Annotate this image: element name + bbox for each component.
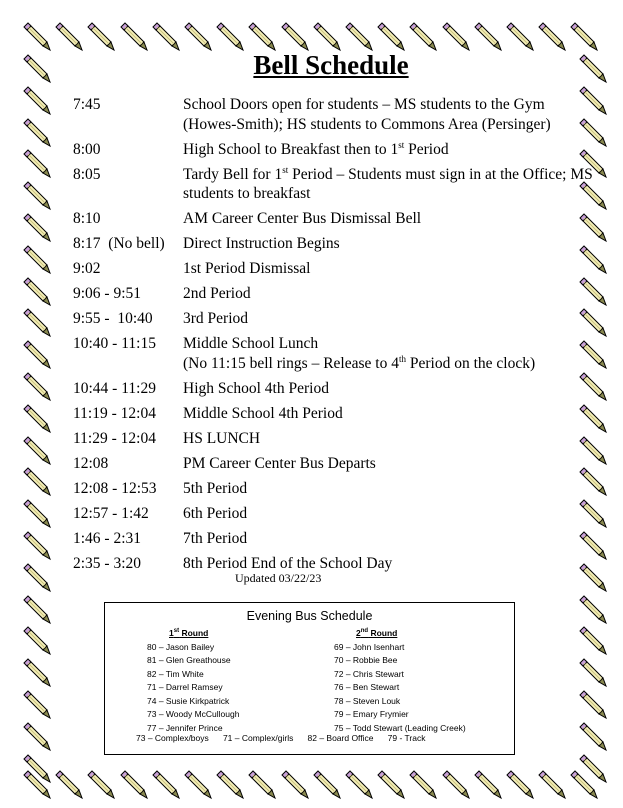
pencil-icon bbox=[22, 436, 52, 466]
pencil-icon bbox=[344, 770, 374, 800]
schedule-description: Middle School 4th Period bbox=[183, 404, 343, 422]
schedule-row bbox=[73, 554, 593, 574]
pencil-icon bbox=[22, 722, 52, 752]
pencil-icon bbox=[22, 499, 52, 529]
pencil-icon bbox=[473, 22, 503, 52]
pencil-icon bbox=[344, 22, 374, 52]
pencil-icon bbox=[22, 181, 52, 211]
schedule-time: 2:35 - 3:20 bbox=[73, 554, 142, 572]
pencil-icon bbox=[578, 595, 608, 625]
bus-route-item: 70 – Robbie Bee bbox=[334, 655, 398, 665]
bus-route-item: 78 – Steven Louk bbox=[334, 695, 401, 706]
pencil-icon bbox=[215, 770, 245, 800]
pencil-icon bbox=[86, 770, 116, 800]
schedule-row bbox=[73, 454, 593, 474]
schedule-row bbox=[73, 379, 593, 399]
pencil-icon bbox=[280, 770, 310, 800]
schedule-time: 9:02 bbox=[73, 260, 101, 277]
schedule-row bbox=[73, 309, 593, 329]
pencil-icon bbox=[578, 690, 608, 720]
pencil-icon bbox=[441, 770, 471, 800]
schedule-time: 10:40 - 11:15 bbox=[73, 335, 156, 352]
pencil-icon bbox=[408, 770, 438, 800]
schedule-time: 8:00 bbox=[73, 140, 101, 158]
pencil-icon bbox=[22, 372, 52, 402]
schedule-description: 5th Period bbox=[183, 479, 248, 497]
pencil-icon bbox=[376, 770, 406, 800]
pencil-icon bbox=[247, 22, 277, 52]
page-title: Bell Schedule bbox=[253, 50, 409, 80]
pencil-icon bbox=[578, 658, 608, 688]
bus-route-item: 80 – Jason Bailey bbox=[147, 641, 215, 652]
pencil-icon bbox=[22, 340, 52, 370]
schedule-row bbox=[73, 140, 593, 160]
evening-bus-schedule bbox=[104, 602, 515, 755]
schedule-description: High School 4th Period bbox=[183, 379, 329, 397]
pencil-icon bbox=[183, 770, 213, 800]
pencil-icon bbox=[22, 277, 52, 307]
bus-route-item: 76 – Ben Stewart bbox=[334, 682, 400, 692]
schedule-time: 11:29 - 12:04 bbox=[73, 429, 156, 447]
bus-route-item: 75 – Todd Stewart (Leading Creek) bbox=[334, 722, 466, 733]
pencil-icon bbox=[312, 770, 342, 800]
pencil-icon bbox=[215, 22, 245, 52]
pencil-icon bbox=[22, 404, 52, 434]
pencil-icon bbox=[22, 245, 52, 275]
second-round-heading: 2nd Round bbox=[356, 628, 398, 638]
schedule-description: 3rd Period bbox=[183, 310, 249, 327]
bus-route-item: 73 – Woody McCullough bbox=[147, 709, 240, 719]
pencil-icon bbox=[119, 770, 149, 800]
pencil-icon bbox=[578, 754, 608, 784]
schedule-time: 8:05 bbox=[73, 165, 101, 183]
schedule-time: 12:57 - 1:42 bbox=[73, 504, 149, 522]
schedule-row bbox=[73, 259, 593, 279]
pencil-icon bbox=[312, 22, 342, 52]
pencil-icon bbox=[22, 308, 52, 338]
pencil-icon bbox=[151, 22, 181, 52]
pencil-icon bbox=[22, 658, 52, 688]
schedule-list bbox=[73, 95, 593, 579]
schedule-description: High School to Breakfast then to 1st Period bbox=[183, 139, 449, 158]
pencil-icon bbox=[537, 770, 567, 800]
schedule-description: AM Career Center Bus Dismissal Bell bbox=[183, 210, 422, 227]
footer-item: 73 – Complex/boys bbox=[136, 733, 209, 743]
schedule-description: 8th Period End of the School Day bbox=[183, 554, 393, 572]
schedule-description: HS LUNCH bbox=[183, 429, 261, 447]
pencil-icon bbox=[376, 22, 406, 52]
schedule-description: Middle School Lunch (No 11:15 bell rings – Release to 4th Period on the clock) bbox=[183, 335, 536, 372]
pencil-icon bbox=[280, 22, 310, 52]
schedule-description: 2nd Period bbox=[183, 285, 251, 302]
pencil-icon bbox=[22, 563, 52, 593]
pencil-icon bbox=[22, 626, 52, 656]
schedule-description: 1st Period Dismissal bbox=[183, 260, 311, 277]
pencil-icon bbox=[86, 22, 116, 52]
schedule-time: 1:46 - 2:31 bbox=[73, 529, 142, 547]
bus-route-item: 79 – Emary Frymier bbox=[334, 709, 409, 719]
schedule-time: 12:08 bbox=[73, 454, 109, 472]
pencil-icon bbox=[537, 22, 567, 52]
schedule-time: 7:45 bbox=[73, 96, 101, 113]
footer-item: 82 – Board Office bbox=[307, 733, 374, 743]
schedule-row bbox=[73, 504, 593, 524]
pencil-icon bbox=[578, 626, 608, 656]
first-round-list bbox=[147, 627, 239, 735]
pencil-icon bbox=[22, 467, 52, 497]
schedule-row bbox=[73, 284, 593, 304]
schedule-time: 12:08 - 12:53 bbox=[73, 479, 157, 497]
pencil-icon bbox=[22, 86, 52, 116]
updated-date: Updated 03/22/23 bbox=[235, 571, 322, 585]
schedule-row bbox=[73, 165, 593, 204]
schedule-time: 11:19 - 12:04 bbox=[73, 404, 156, 422]
bus-route-item: 69 – John Isenhart bbox=[334, 641, 405, 652]
schedule-row bbox=[73, 95, 593, 134]
pencil-icon bbox=[22, 149, 52, 179]
bus-route-item: 82 – Tim White bbox=[147, 668, 204, 679]
schedule-description: 7th Period bbox=[183, 529, 248, 547]
bus-schedule-title: Evening Bus Schedule bbox=[246, 609, 373, 623]
schedule-row bbox=[73, 334, 593, 373]
schedule-row bbox=[73, 529, 593, 549]
pencil-icon bbox=[22, 118, 52, 148]
footer-item: 79 - Track bbox=[387, 733, 426, 743]
pencil-icon bbox=[54, 770, 84, 800]
pencil-icon bbox=[441, 22, 471, 52]
pencil-icon bbox=[22, 213, 52, 243]
pencil-icon bbox=[183, 22, 213, 52]
pencil-icon bbox=[151, 770, 181, 800]
schedule-time: 9:06 - 9:51 bbox=[73, 285, 142, 302]
pencil-icon bbox=[247, 770, 277, 800]
schedule-row bbox=[73, 429, 593, 449]
bus-footer bbox=[136, 733, 425, 743]
pencil-icon bbox=[22, 690, 52, 720]
schedule-time: 10:44 - 11:29 bbox=[73, 379, 156, 397]
pencil-icon bbox=[22, 22, 52, 52]
pencil-icon bbox=[54, 22, 84, 52]
schedule-description: 6th Period bbox=[183, 504, 248, 522]
schedule-row bbox=[73, 209, 593, 229]
pencil-icon bbox=[473, 770, 503, 800]
pencil-icon bbox=[22, 595, 52, 625]
pencil-icon bbox=[578, 722, 608, 752]
pencil-icon bbox=[569, 22, 599, 52]
schedule-row bbox=[73, 234, 593, 254]
schedule-row bbox=[73, 479, 593, 499]
pencil-icon bbox=[505, 22, 535, 52]
pencil-icon bbox=[408, 22, 438, 52]
first-round-heading: 1st Round bbox=[169, 628, 209, 638]
pencil-icon bbox=[22, 531, 52, 561]
schedule-description: Tardy Bell for 1st Period – Students must sign in at the Office; MS students to breakfast bbox=[183, 164, 593, 202]
schedule-row bbox=[73, 404, 593, 424]
schedule-description: School Doors open for students – MS students to the Gym (Howes-Smith); HS students to Commons Area (Persinger) bbox=[183, 96, 551, 133]
bus-route-item: 77 – Jennifer Prince bbox=[147, 722, 223, 733]
schedule-time: 8:17 (No bell) bbox=[73, 235, 165, 252]
bus-route-item: 72 – Chris Stewart bbox=[334, 668, 404, 679]
pencil-icon bbox=[119, 22, 149, 52]
bus-route-item: 74 – Susie Kirkpatrick bbox=[147, 695, 230, 706]
bus-route-item: 81 – Glen Greathouse bbox=[147, 655, 231, 665]
footer-item: 71 – Complex/girls bbox=[222, 733, 294, 743]
pencil-icon bbox=[505, 770, 535, 800]
bus-route-item: 71 – Darrel Ramsey bbox=[147, 682, 223, 692]
schedule-time: 8:10 bbox=[73, 210, 101, 227]
schedule-description: PM Career Center Bus Departs bbox=[183, 454, 376, 472]
schedule-description: Direct Instruction Begins bbox=[183, 235, 340, 252]
pencil-icon bbox=[22, 754, 52, 784]
second-round-list bbox=[334, 627, 466, 735]
schedule-time: 9:55 - 10:40 bbox=[73, 310, 153, 327]
